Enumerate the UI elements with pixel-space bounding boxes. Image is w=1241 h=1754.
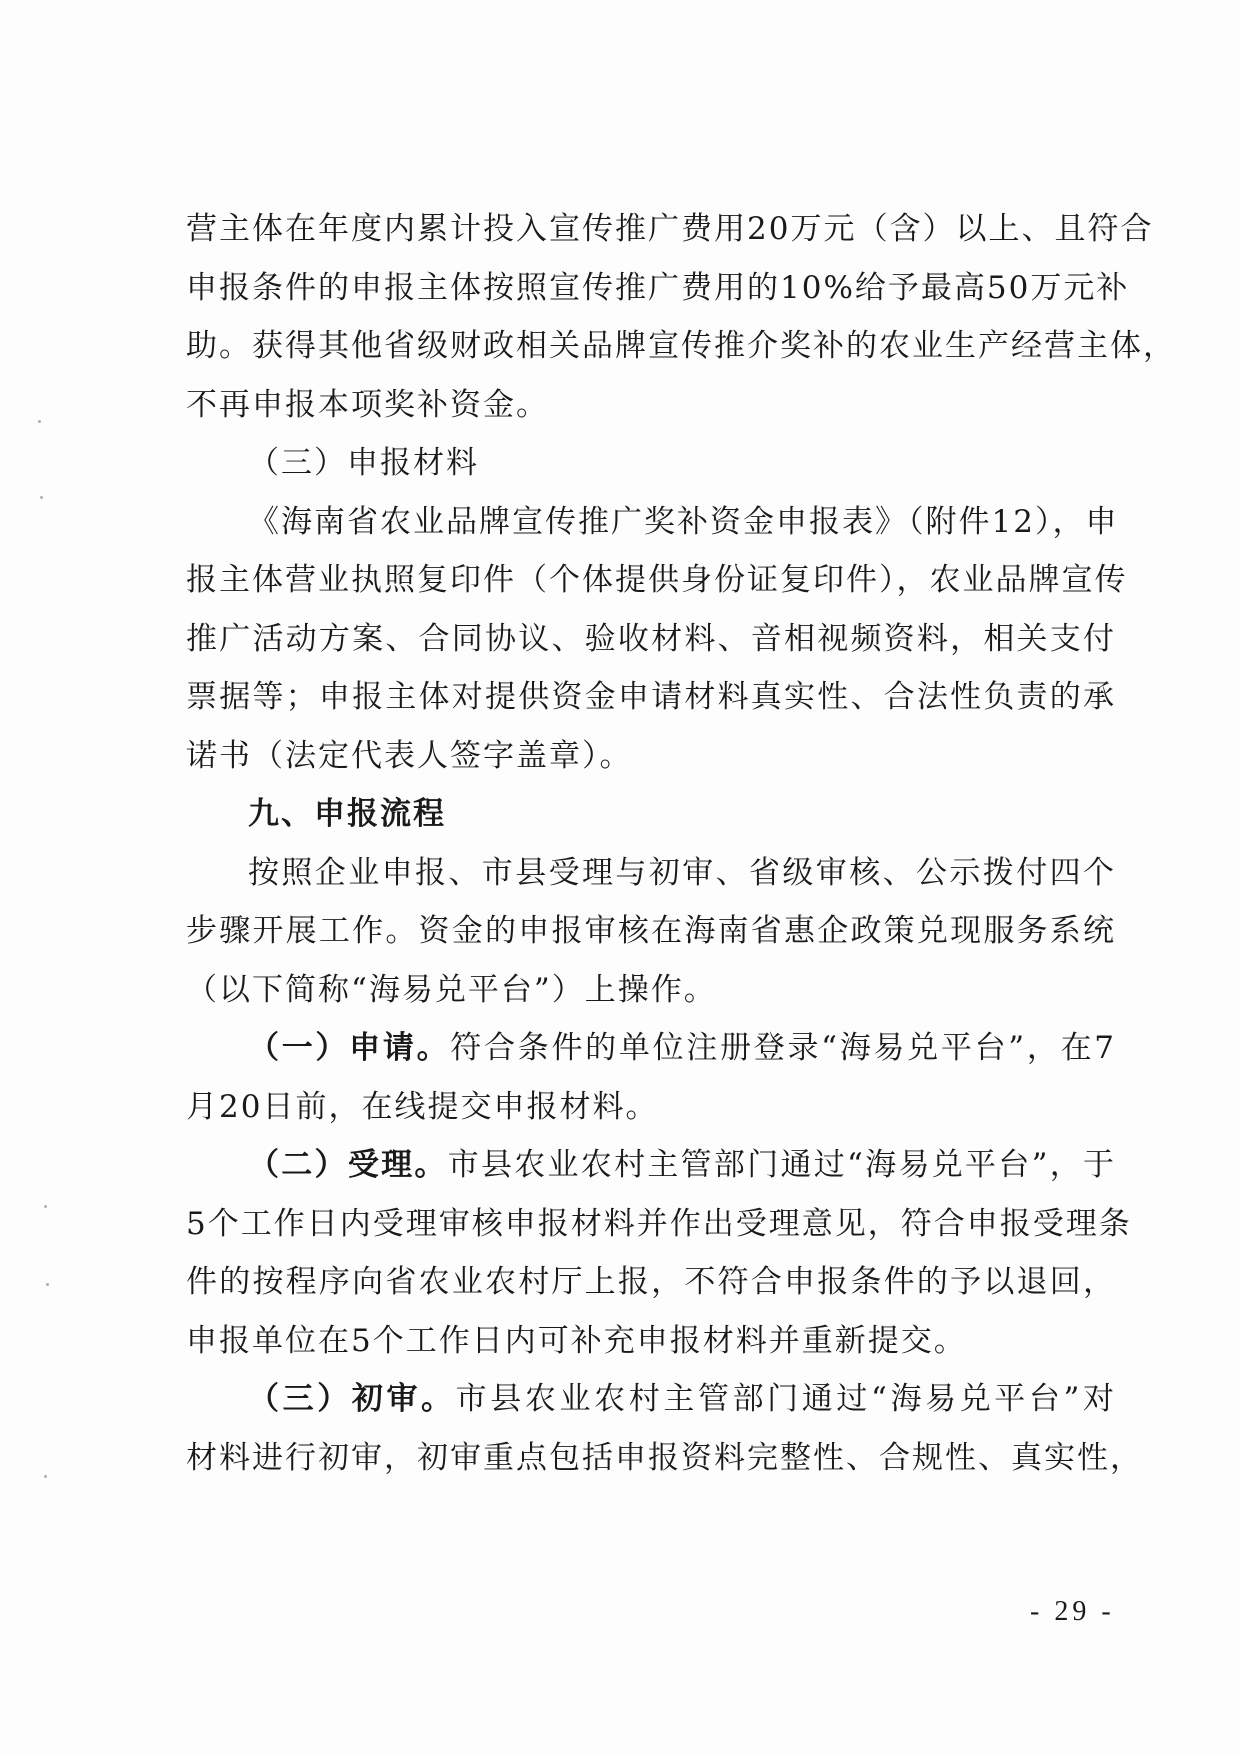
step-text-review: 市县农业农村主管部门通过“海易兑平台”对 bbox=[455, 1381, 1116, 1417]
body-line: 月20日前，在线提交申报材料。 bbox=[186, 1088, 659, 1125]
step-text-apply: 符合条件的单位注册登录“海易兑平台”，在7 bbox=[450, 1030, 1117, 1066]
paragraph-preliminary-review bbox=[186, 1370, 1116, 1429]
paragraph-apply bbox=[186, 1019, 1116, 1078]
body-line: 件的按程序向省农业农村厅上报，不符合申报条件的予以退回， bbox=[186, 1264, 1116, 1300]
body-line: 票据等；申报主体对提供资金申请材料真实性、合法性负责的承 bbox=[186, 679, 1116, 715]
body-line: 步骤开展工作。资金的申报审核在海南省惠企政策兑现服务系统 bbox=[186, 913, 1116, 949]
body-line: 按照企业申报、市县受理与初审、省级审核、公示拨付四个 bbox=[248, 854, 1116, 891]
step-label-review: （三）初审。 bbox=[248, 1381, 456, 1417]
body-line: 助。获得其他省级财政相关品牌宣传推介奖补的农业生产经营主体， bbox=[186, 328, 1176, 364]
document-body bbox=[186, 200, 1176, 1487]
step-label-accept: （二）受理。 bbox=[248, 1147, 448, 1183]
body-line: 不再申报本项奖补资金。 bbox=[186, 386, 549, 423]
body-line: 申报条件的申报主体按照宣传推广费用的10%给予最高50万元补 bbox=[186, 269, 1130, 306]
body-line: 《海南省农业品牌宣传推广奖补资金申报表》（附件12），申 bbox=[248, 503, 1119, 540]
body-line: 申报单位在5个工作日内可补充申报材料并重新提交。 bbox=[186, 1322, 967, 1359]
section-heading-process: 九、申报流程 bbox=[248, 796, 446, 832]
body-line: （以下简称“海易兑平台”）上操作。 bbox=[186, 971, 717, 1008]
scan-speck bbox=[46, 1283, 49, 1286]
scan-speck bbox=[44, 1205, 47, 1208]
body-line: 诺书（法定代表人签字盖章）。 bbox=[186, 737, 633, 774]
body-line: 材料进行初审，初审重点包括申报资料完整性、合规性、真实性， bbox=[186, 1439, 1143, 1476]
page-number: - 29 - bbox=[1030, 1596, 1115, 1627]
body-line: 5个工作日内受理审核申报材料并作出受理意见，符合申报受理条 bbox=[186, 1205, 1132, 1242]
scan-speck bbox=[40, 496, 43, 499]
scan-speck bbox=[44, 1475, 47, 1478]
body-line: 推广活动方案、合同协议、验收材料、音相视频资料，相关支付 bbox=[186, 620, 1116, 657]
step-text-accept: 市县农业农村主管部门通过“海易兑平台”，于 bbox=[447, 1147, 1116, 1183]
subsection-heading-materials: （三）申报材料 bbox=[248, 445, 479, 481]
body-line: 报主体营业执照复印件（个体提供身份证复印件），农业品牌宣传 bbox=[186, 562, 1128, 598]
body-line: 营主体在年度内累计投入宣传推广费用20万元（含）以上、且符合 bbox=[186, 211, 1154, 247]
step-label-apply: （一）申请。 bbox=[248, 1030, 451, 1066]
scan-speck bbox=[38, 420, 41, 423]
paragraph-accept bbox=[186, 1136, 1116, 1195]
